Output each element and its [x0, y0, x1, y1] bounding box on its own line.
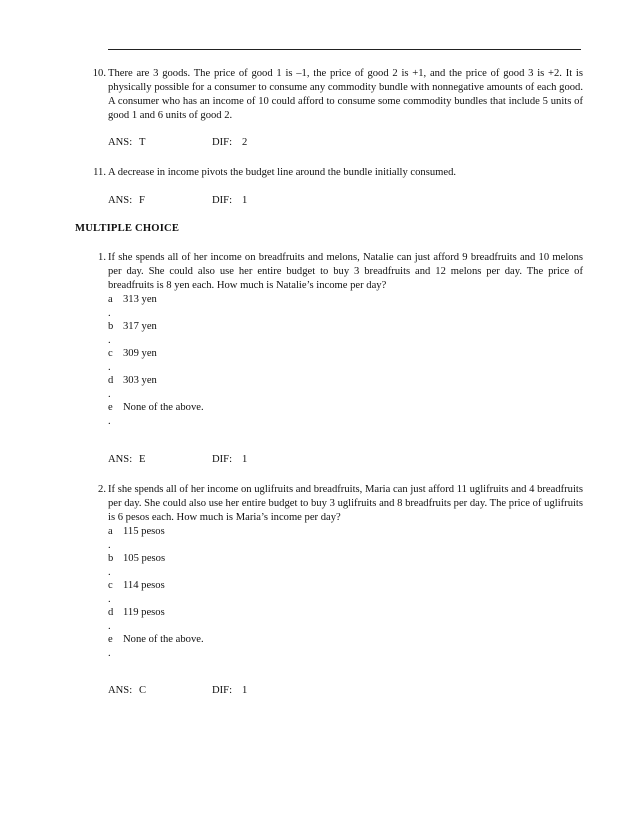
- option-letter: a: [108, 526, 113, 537]
- option-e: [108, 401, 583, 415]
- answer-label: ANS:: [108, 454, 133, 465]
- answer-value: T: [139, 137, 146, 148]
- difficulty-label: DIF:: [212, 685, 233, 696]
- option-dot: .: [108, 388, 111, 400]
- section-title: MULTIPLE CHOICE: [75, 223, 180, 234]
- option-letter: b: [108, 553, 114, 564]
- difficulty-value: 1: [242, 454, 248, 465]
- difficulty-value: 1: [242, 195, 248, 206]
- option-dot: .: [108, 593, 111, 605]
- difficulty-label: DIF:: [212, 137, 233, 148]
- option-letter: e: [108, 402, 113, 413]
- option-a: [108, 525, 583, 539]
- option-a: [108, 293, 583, 307]
- answer-label: ANS:: [108, 685, 133, 696]
- option-text: 309 yen: [123, 348, 157, 359]
- answer-value: C: [139, 685, 147, 696]
- answer-label: ANS:: [108, 195, 133, 206]
- option-text: 115 pesos: [123, 526, 165, 537]
- options-list: [108, 293, 583, 428]
- option-letter: b: [108, 321, 114, 332]
- option-dot: .: [108, 566, 111, 578]
- option-letter: c: [108, 348, 113, 359]
- question-text: A decrease in income pivots the budget line around the bundle initially consumed.: [108, 167, 457, 178]
- option-letter: d: [108, 607, 114, 618]
- option-dot: .: [108, 620, 111, 632]
- option-e: [108, 633, 583, 647]
- question-11: [78, 166, 583, 180]
- answer-value: F: [139, 195, 145, 206]
- question-number: 11.: [93, 167, 106, 178]
- option-text: 119 pesos: [123, 607, 165, 618]
- option-dot: .: [108, 361, 111, 373]
- answer-value: E: [139, 454, 146, 465]
- option-b: [108, 552, 583, 566]
- mcq-1: [78, 251, 583, 428]
- option-text: None of the above.: [123, 402, 204, 413]
- option-text: 105 pesos: [123, 553, 166, 564]
- mcq-2: [78, 483, 583, 660]
- question-number: 1.: [98, 252, 106, 263]
- option-text: 114 pesos: [123, 580, 165, 591]
- question-text: If she spends all of her income on uglifruits and breadfruits, Maria can just afford 11 uglifruits and 4 breadfruits per day. She could also use her entire budget to buy 3 uglifruits and 8 breadfruits per day. The price of uglifruits is 6 pesos each. How much is Maria’s income per day?: [108, 484, 583, 523]
- option-dot: .: [108, 415, 111, 427]
- header-rule: [108, 49, 581, 50]
- option-dot: .: [108, 647, 111, 659]
- answer-label: ANS:: [108, 137, 133, 148]
- option-dot: .: [108, 334, 111, 346]
- option-c: [108, 347, 583, 361]
- option-letter: c: [108, 580, 113, 591]
- options-list: [108, 525, 583, 660]
- option-text: None of the above.: [123, 634, 204, 645]
- question-10: [78, 67, 583, 123]
- option-dot: .: [108, 539, 111, 551]
- difficulty-label: DIF:: [212, 195, 233, 206]
- difficulty-value: 1: [242, 685, 248, 696]
- question-number: 2.: [98, 484, 106, 495]
- option-text: 313 yen: [123, 294, 157, 305]
- option-letter: a: [108, 294, 113, 305]
- difficulty-label: DIF:: [212, 454, 233, 465]
- question-text: If she spends all of her income on breadfruits and melons, Natalie can just afford 9 breadfruits and 10 melons per day. She could also use her entire budget to buy 3 breadfruits and 12 melons per day. The price of breadfruits is 8 yen each. How much is Natalie’s income per day?: [108, 252, 583, 291]
- option-letter: e: [108, 634, 113, 645]
- option-d: [108, 374, 583, 388]
- option-c: [108, 579, 583, 593]
- option-dot: .: [108, 307, 111, 319]
- difficulty-value: 2: [242, 137, 248, 148]
- option-text: 317 yen: [123, 321, 157, 332]
- question-number: 10.: [92, 68, 106, 79]
- option-b: [108, 320, 583, 334]
- option-text: 303 yen: [123, 375, 157, 386]
- option-d: [108, 606, 583, 620]
- question-text: There are 3 goods. The price of good 1 is –1, the price of good 2 is +1, and the price of good 3 is +2. It is physically possible for a consumer to consume any commodity bundle with nonnegative amounts of each good. A consumer who has an income of 10 could afford to consume some commodity bundles that include 5 units of good 1 and 6 units of good 2.: [108, 68, 583, 121]
- option-letter: d: [108, 375, 114, 386]
